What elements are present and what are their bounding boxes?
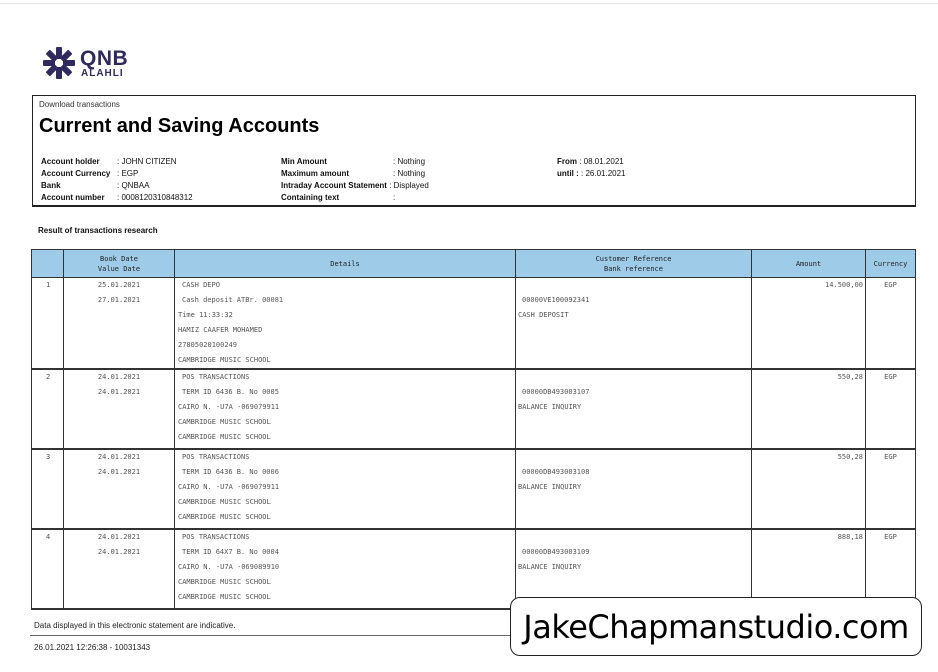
reference-line (518, 530, 751, 545)
detail-line: CAMBRIDGE MUSIC SCHOOL (178, 356, 271, 364)
footer-rule (30, 635, 530, 636)
table-header-row (32, 250, 916, 278)
min-amount-label: Min Amount (281, 157, 327, 166)
intraday-label: Intraday Account Statement (281, 181, 387, 190)
max-amount-field (281, 169, 425, 178)
value-date: 27.01.2021 (97, 296, 141, 304)
currency: EGP (884, 533, 897, 541)
from-date-field (557, 157, 624, 166)
bank-reference: CASH DEPOSIT (518, 311, 569, 319)
detail-line: CAIRO N. -U7A -069089910 (178, 563, 280, 571)
account-holder-value: : JOHN CITIZEN (117, 157, 177, 166)
currency-header: Currency (866, 250, 916, 278)
customer-reference: 00000DB493003107 (522, 388, 590, 396)
amount: 14.500,00 (825, 281, 863, 289)
brand-sub: ALAHLI (81, 67, 124, 79)
detail-line: POS TRANSACTIONS (182, 373, 250, 381)
account-number-value: : 0008120310848312 (117, 193, 193, 202)
bank-logo (42, 46, 128, 80)
table-row (32, 449, 916, 529)
amount: 550,28 (837, 373, 863, 381)
no-header (32, 250, 64, 278)
amount: 550,28 (837, 453, 863, 461)
download-transactions-label: Download transactions (39, 100, 120, 109)
customer-reference-header: Customer Reference (595, 254, 672, 263)
min-amount-value: : Nothing (393, 157, 426, 166)
detail-line: CASH DEPO (182, 281, 220, 289)
reference-line (518, 370, 751, 385)
currency: EGP (884, 453, 897, 461)
reference-line (518, 450, 751, 465)
detail-line: TERM ID 64X7 B. No 0004 (182, 548, 279, 556)
book-date-header: Book Date (100, 254, 138, 263)
detail-line: Time 11:33:32 (178, 311, 233, 319)
from-date-value: : 08.01.2021 (579, 157, 624, 166)
date-header (64, 250, 175, 278)
detail-line: Cash deposit ATBr. 00081 (182, 296, 284, 304)
currency: EGP (884, 373, 897, 381)
detail-line: CAMBRIDGE MUSIC SCHOOL (178, 418, 271, 426)
detail-line: CAMBRIDGE MUSIC SCHOOL (178, 433, 271, 441)
amount: 888,18 (837, 533, 863, 541)
account-currency-value: : EGP (117, 169, 139, 178)
value-date: 24.01.2021 (97, 548, 141, 556)
until-date-value: : 26.01.2021 (581, 169, 626, 178)
row-number: 3 (46, 453, 51, 461)
bank-label: Bank (41, 181, 61, 190)
intraday-value: : Displayed (389, 181, 429, 190)
row-number: 1 (46, 281, 51, 289)
detail-line: TERM ID 6436 B. No 0005 (182, 388, 279, 396)
detail-line: POS TRANSACTIONS (182, 533, 250, 541)
print-timestamp: 26.01.2021 12:26:38 - 10031343 (34, 643, 151, 652)
value-date: 24.01.2021 (97, 388, 141, 396)
account-currency-label: Account Currency (41, 169, 111, 178)
page-title: Current and Saving Accounts (39, 115, 320, 137)
bank-reference-header: Bank reference (603, 264, 663, 273)
detail-line: CAIRO N. -U7A -069079911 (178, 483, 280, 491)
book-date: 25.01.2021 (97, 281, 141, 289)
transactions-table (31, 249, 916, 610)
value-date: 24.01.2021 (97, 468, 141, 476)
brand-name: QNB (80, 46, 129, 70)
detail-line: HAMIZ CAAFER MOHAMED (178, 326, 263, 334)
bank-field (41, 181, 149, 190)
intraday-field (281, 181, 429, 190)
top-rule (0, 3, 938, 4)
table-row (32, 369, 916, 449)
detail-line: CAIRO N. -U7A -069079911 (178, 403, 280, 411)
reference-line (518, 278, 751, 293)
book-date: 24.01.2021 (97, 373, 141, 381)
book-date: 24.01.2021 (97, 453, 141, 461)
row-number: 4 (46, 533, 51, 541)
amount-header: Amount (752, 250, 866, 278)
containing-text-field (281, 193, 395, 202)
book-date: 24.01.2021 (97, 533, 141, 541)
detail-line: 27805020100249 (178, 341, 238, 349)
containing-text-value: : (393, 193, 396, 202)
value-date-header: Value Date (97, 264, 141, 273)
bank-reference: BALANCE INQUIRY (518, 483, 582, 491)
containing-text-label: Containing text (281, 193, 340, 202)
details-header: Details (175, 250, 516, 278)
result-heading: Result of transactions research (38, 226, 158, 235)
max-amount-value: : Nothing (393, 169, 426, 178)
account-holder-field (41, 157, 177, 166)
from-date-label: From (557, 157, 577, 166)
account-number-field (41, 193, 193, 202)
min-amount-field (281, 157, 425, 166)
table-row (32, 278, 916, 370)
detail-line: CAMBRIDGE MUSIC SCHOOL (178, 593, 271, 601)
max-amount-label: Maximum amount (281, 169, 350, 178)
row-number: 2 (46, 373, 51, 381)
qnb-star-icon (42, 46, 76, 80)
account-info-box (32, 95, 916, 207)
until-date-field (557, 169, 626, 178)
detail-line: CAMBRIDGE MUSIC SCHOOL (178, 578, 271, 586)
detail-line: CAMBRIDGE MUSIC SCHOOL (178, 498, 271, 506)
disclaimer-note: Data displayed in this electronic statement are indicative. (34, 621, 236, 630)
bank-reference: BALANCE INQUIRY (518, 403, 582, 411)
reference-header (516, 250, 752, 278)
watermark-badge: JakeChapmanstudio.com (510, 597, 922, 656)
bank-value: : QNBAA (117, 181, 150, 190)
customer-reference: 00000VE100092341 (522, 296, 590, 304)
detail-line: TERM ID 6436 B. No 0006 (182, 468, 279, 476)
account-holder-label: Account holder (41, 157, 100, 166)
customer-reference: 00000DB493003108 (522, 468, 590, 476)
currency: EGP (884, 281, 897, 289)
detail-line: CAMBRIDGE MUSIC SCHOOL (178, 513, 271, 521)
detail-line: POS TRANSACTIONS (182, 453, 250, 461)
account-number-label: Account number (41, 193, 105, 202)
bank-reference: BALANCE INQUIRY (518, 563, 582, 571)
account-currency-field (41, 169, 138, 178)
until-date-label: until : (557, 169, 579, 178)
customer-reference: 00000DB493003109 (522, 548, 590, 556)
